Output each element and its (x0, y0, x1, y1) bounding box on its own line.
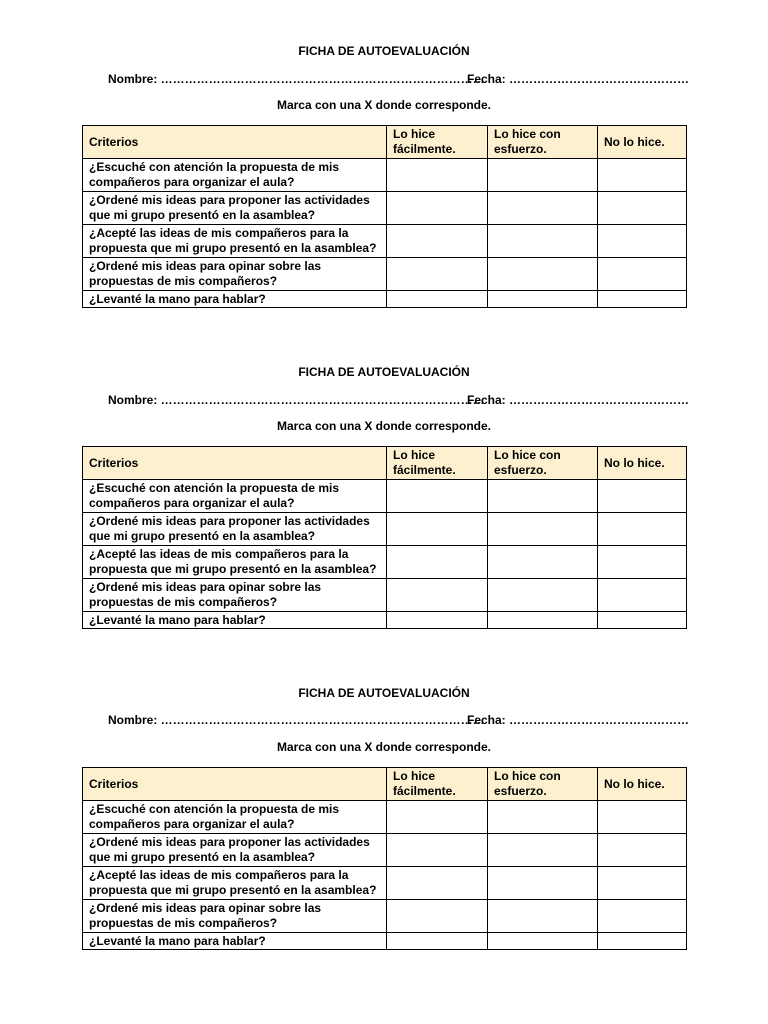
criterion-text: ¿Ordené mis ideas para proponer las actividades que mi grupo presentó en la asamblea? (83, 192, 387, 225)
mark-cell-facilmente[interactable] (387, 579, 488, 612)
mark-cell-facilmente[interactable] (387, 834, 488, 867)
mark-cell-facilmente[interactable] (387, 480, 488, 513)
table-row (83, 867, 687, 900)
table-row (83, 834, 687, 867)
column-header-no-lo-hice: No lo hice. (598, 126, 687, 159)
column-header-no-lo-hice: No lo hice. (598, 768, 687, 801)
instruction-text: Marca con una X donde corresponde. (276, 419, 492, 433)
column-header-facilmente: Lo hice fácilmente. (387, 447, 488, 480)
mark-cell-no-lo-hice[interactable] (598, 546, 687, 579)
column-header-criterios: Criterios (83, 447, 387, 480)
mark-cell-esfuerzo[interactable] (488, 834, 598, 867)
mark-cell-esfuerzo[interactable] (488, 612, 598, 629)
mark-cell-esfuerzo[interactable] (488, 579, 598, 612)
column-header-esfuerzo: Lo hice con esfuerzo. (488, 126, 598, 159)
mark-cell-no-lo-hice[interactable] (598, 900, 687, 933)
table-row (83, 612, 687, 629)
name-field[interactable]: Nombre: ……………………………………………………………………… (108, 72, 485, 86)
mark-cell-facilmente[interactable] (387, 291, 488, 308)
mark-cell-no-lo-hice[interactable] (598, 192, 687, 225)
mark-cell-no-lo-hice[interactable] (598, 834, 687, 867)
table-row (83, 933, 687, 950)
evaluation-table (82, 767, 687, 950)
column-header-facilmente: Lo hice fácilmente. (387, 126, 488, 159)
instruction-text: Marca con una X donde corresponde. (276, 740, 492, 754)
mark-cell-facilmente[interactable] (387, 258, 488, 291)
criterion-text: ¿Levanté la mano para hablar? (83, 933, 387, 950)
table-row (83, 192, 687, 225)
mark-cell-esfuerzo[interactable] (488, 867, 598, 900)
mark-cell-esfuerzo[interactable] (488, 258, 598, 291)
table-row (83, 513, 687, 546)
mark-cell-no-lo-hice[interactable] (598, 933, 687, 950)
date-field[interactable]: Fecha: ……………………………………… (467, 393, 690, 407)
table-row (83, 546, 687, 579)
mark-cell-facilmente[interactable] (387, 225, 488, 258)
mark-cell-no-lo-hice[interactable] (598, 801, 687, 834)
table-header-row (83, 768, 687, 801)
column-header-criterios: Criterios (83, 126, 387, 159)
mark-cell-esfuerzo[interactable] (488, 513, 598, 546)
criterion-text: ¿Escuché con atención la propuesta de mis compañeros para organizar el aula? (83, 159, 387, 192)
table-row (83, 579, 687, 612)
table-row (83, 258, 687, 291)
mark-cell-no-lo-hice[interactable] (598, 867, 687, 900)
mark-cell-no-lo-hice[interactable] (598, 480, 687, 513)
table-row (83, 900, 687, 933)
criterion-text: ¿Ordené mis ideas para opinar sobre las propuestas de mis compañeros? (83, 579, 387, 612)
column-header-esfuerzo: Lo hice con esfuerzo. (488, 447, 598, 480)
mark-cell-esfuerzo[interactable] (488, 225, 598, 258)
criterion-text: ¿Ordené mis ideas para opinar sobre las propuestas de mis compañeros? (83, 900, 387, 933)
mark-cell-facilmente[interactable] (387, 900, 488, 933)
criterion-text: ¿Levanté la mano para hablar? (83, 291, 387, 308)
table-header-row (83, 447, 687, 480)
name-field[interactable]: Nombre: ……………………………………………………………………… (108, 713, 485, 727)
criterion-text: ¿Acepté las ideas de mis compañeros para la propuesta que mi grupo presentó en la asamblea? (83, 225, 387, 258)
criterion-text: ¿Ordené mis ideas para proponer las actividades que mi grupo presentó en la asamblea? (83, 834, 387, 867)
sheet-title: FICHA DE AUTOEVALUACIÓN (298, 686, 470, 700)
mark-cell-facilmente[interactable] (387, 513, 488, 546)
sheet-title: FICHA DE AUTOEVALUACIÓN (298, 44, 470, 58)
mark-cell-esfuerzo[interactable] (488, 801, 598, 834)
column-header-no-lo-hice: No lo hice. (598, 447, 687, 480)
mark-cell-no-lo-hice[interactable] (598, 579, 687, 612)
mark-cell-no-lo-hice[interactable] (598, 513, 687, 546)
sheet-title: FICHA DE AUTOEVALUACIÓN (298, 365, 470, 379)
table-row (83, 801, 687, 834)
table-row (83, 291, 687, 308)
mark-cell-no-lo-hice[interactable] (598, 225, 687, 258)
criterion-text: ¿Acepté las ideas de mis compañeros para la propuesta que mi grupo presentó en la asamblea? (83, 867, 387, 900)
name-field[interactable]: Nombre: ……………………………………………………………………… (108, 393, 485, 407)
mark-cell-facilmente[interactable] (387, 159, 488, 192)
mark-cell-esfuerzo[interactable] (488, 192, 598, 225)
criterion-text: ¿Ordené mis ideas para opinar sobre las propuestas de mis compañeros? (83, 258, 387, 291)
criterion-text: ¿Acepté las ideas de mis compañeros para la propuesta que mi grupo presentó en la asamblea? (83, 546, 387, 579)
mark-cell-esfuerzo[interactable] (488, 546, 598, 579)
evaluation-table (82, 125, 687, 308)
mark-cell-esfuerzo[interactable] (488, 480, 598, 513)
criterion-text: ¿Escuché con atención la propuesta de mis compañeros para organizar el aula? (83, 801, 387, 834)
mark-cell-no-lo-hice[interactable] (598, 612, 687, 629)
column-header-criterios: Criterios (83, 768, 387, 801)
mark-cell-esfuerzo[interactable] (488, 159, 598, 192)
mark-cell-no-lo-hice[interactable] (598, 159, 687, 192)
mark-cell-facilmente[interactable] (387, 546, 488, 579)
table-header-row (83, 126, 687, 159)
date-field[interactable]: Fecha: ……………………………………… (467, 713, 690, 727)
mark-cell-facilmente[interactable] (387, 867, 488, 900)
instruction-text: Marca con una X donde corresponde. (276, 98, 492, 112)
mark-cell-facilmente[interactable] (387, 933, 488, 950)
criterion-text: ¿Levanté la mano para hablar? (83, 612, 387, 629)
table-row (83, 159, 687, 192)
table-row (83, 480, 687, 513)
mark-cell-no-lo-hice[interactable] (598, 258, 687, 291)
column-header-facilmente: Lo hice fácilmente. (387, 768, 488, 801)
mark-cell-facilmente[interactable] (387, 801, 488, 834)
mark-cell-esfuerzo[interactable] (488, 900, 598, 933)
date-field[interactable]: Fecha: ……………………………………… (467, 72, 690, 86)
criterion-text: ¿Escuché con atención la propuesta de mis compañeros para organizar el aula? (83, 480, 387, 513)
mark-cell-facilmente[interactable] (387, 192, 488, 225)
evaluation-table (82, 446, 687, 629)
mark-cell-no-lo-hice[interactable] (598, 291, 687, 308)
mark-cell-esfuerzo[interactable] (488, 291, 598, 308)
column-header-esfuerzo: Lo hice con esfuerzo. (488, 768, 598, 801)
mark-cell-facilmente[interactable] (387, 612, 488, 629)
criterion-text: ¿Ordené mis ideas para proponer las actividades que mi grupo presentó en la asamblea? (83, 513, 387, 546)
table-row (83, 225, 687, 258)
mark-cell-esfuerzo[interactable] (488, 933, 598, 950)
